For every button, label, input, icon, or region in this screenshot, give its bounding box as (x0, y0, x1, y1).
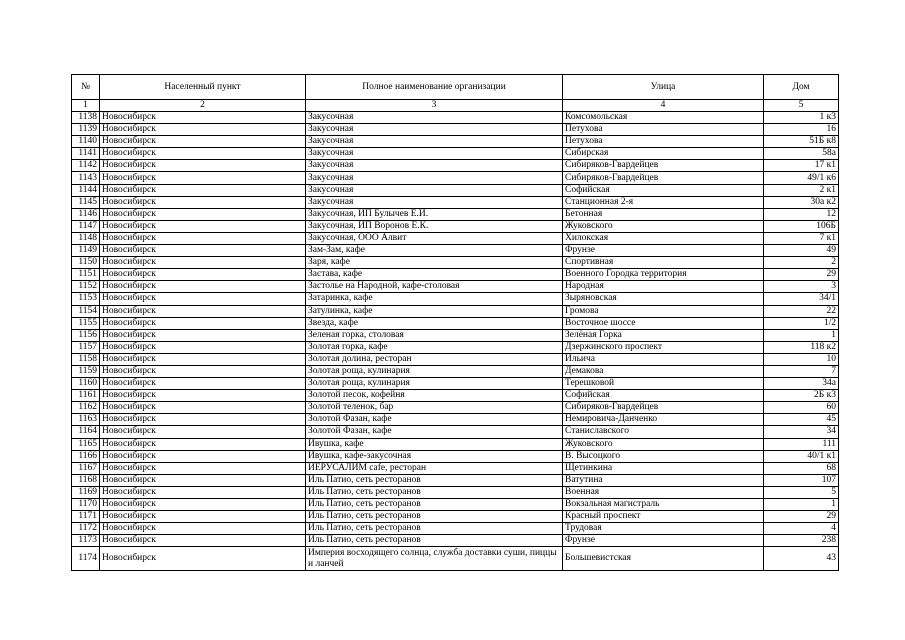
street-cell: Зелёная Горка (563, 329, 764, 341)
city-cell: Новосибирск (100, 245, 306, 257)
house-cell: 29 (764, 269, 839, 281)
street-cell: Вокзальная магистраль (563, 499, 764, 511)
organization-cell: Иль Патио, сеть ресторанов (306, 511, 563, 523)
organization-cell: Закусочная (306, 136, 563, 148)
street-cell: Сибиряков-Гвардейцев (563, 402, 764, 414)
row-number: 1169 (72, 486, 100, 498)
organization-cell: Закусочная (306, 172, 563, 184)
row-number: 1144 (72, 184, 100, 196)
street-cell: Жуковского (563, 220, 764, 232)
row-number: 1148 (72, 232, 100, 244)
organization-cell: Закусочная, ИП Булычев Е.И. (306, 208, 563, 220)
table-row (72, 402, 839, 414)
column-index: 4 (563, 100, 764, 112)
table-header-row (72, 75, 839, 100)
row-number: 1140 (72, 136, 100, 148)
row-number: 1160 (72, 378, 100, 390)
table-row (72, 365, 839, 377)
city-cell: Новосибирск (100, 148, 306, 160)
header-street: Улица (563, 75, 764, 100)
house-cell: 16 (764, 124, 839, 136)
city-cell: Новосибирск (100, 136, 306, 148)
table-row (72, 474, 839, 486)
organization-cell: Закусочная, ООО Алвит (306, 232, 563, 244)
city-cell: Новосибирск (100, 172, 306, 184)
house-cell: 22 (764, 305, 839, 317)
street-cell: Сибиряков-Гвардейцев (563, 172, 764, 184)
table-row (72, 208, 839, 220)
row-number: 1158 (72, 353, 100, 365)
city-cell: Новосибирск (100, 353, 306, 365)
city-cell: Новосибирск (100, 184, 306, 196)
city-cell: Новосибирск (100, 547, 306, 571)
house-cell: 118 к2 (764, 341, 839, 353)
street-cell: Петухова (563, 136, 764, 148)
organization-cell: Закусочная (306, 196, 563, 208)
organization-cell: Зам-Зам, кафе (306, 245, 563, 257)
organization-cell: Закусочная (306, 148, 563, 160)
table-row (72, 414, 839, 426)
organization-cell: Закусочная (306, 184, 563, 196)
organization-cell: Золотая долина, ресторан (306, 353, 563, 365)
house-cell: 1 (764, 499, 839, 511)
row-number: 1171 (72, 511, 100, 523)
city-cell: Новосибирск (100, 486, 306, 498)
row-number: 1139 (72, 124, 100, 136)
house-cell: 49 (764, 245, 839, 257)
street-cell: Станиславского (563, 426, 764, 438)
street-cell: Восточное шоссе (563, 317, 764, 329)
house-cell: 1 (764, 329, 839, 341)
organization-cell: Зеленая горка, столовая (306, 329, 563, 341)
city-cell: Новосибирск (100, 317, 306, 329)
city-cell: Новосибирск (100, 124, 306, 136)
street-cell: Софийская (563, 390, 764, 402)
house-cell: 34а (764, 378, 839, 390)
column-index: 2 (100, 100, 306, 112)
city-cell: Новосибирск (100, 426, 306, 438)
city-cell: Новосибирск (100, 232, 306, 244)
row-number: 1166 (72, 450, 100, 462)
table-row (72, 196, 839, 208)
city-cell: Новосибирск (100, 414, 306, 426)
organization-cell: Золотой песок, кофейня (306, 390, 563, 402)
house-cell: 3 (764, 281, 839, 293)
house-cell: 5 (764, 486, 839, 498)
table-row (72, 438, 839, 450)
city-cell: Новосибирск (100, 269, 306, 281)
street-cell: Громова (563, 305, 764, 317)
row-number: 1168 (72, 474, 100, 486)
row-number: 1170 (72, 499, 100, 511)
street-cell: Комсомольская (563, 112, 764, 124)
row-number: 1142 (72, 160, 100, 172)
row-number: 1151 (72, 269, 100, 281)
city-cell: Новосибирск (100, 220, 306, 232)
organization-cell: Застава, кафе (306, 269, 563, 281)
street-cell: В. Высоцкого (563, 450, 764, 462)
house-cell: 106Б (764, 220, 839, 232)
organization-cell: ИЕРУСАЛИМ cafe, ресторан (306, 462, 563, 474)
organization-cell: Закусочная (306, 124, 563, 136)
house-cell: 238 (764, 535, 839, 547)
row-number: 1155 (72, 317, 100, 329)
row-number: 1162 (72, 402, 100, 414)
street-cell: Ильича (563, 353, 764, 365)
table-row (72, 317, 839, 329)
house-cell: 7 (764, 365, 839, 377)
table-row (72, 232, 839, 244)
table-row (72, 124, 839, 136)
header-house: Дом (764, 75, 839, 100)
row-number: 1156 (72, 329, 100, 341)
city-cell: Новосибирск (100, 390, 306, 402)
table-row (72, 269, 839, 281)
street-cell: Фрунзе (563, 535, 764, 547)
table-row (72, 172, 839, 184)
street-cell: Трудовая (563, 523, 764, 535)
row-number: 1143 (72, 172, 100, 184)
row-number: 1152 (72, 281, 100, 293)
table-row (72, 450, 839, 462)
header-city: Населенный пункт (100, 75, 306, 100)
city-cell: Новосибирск (100, 450, 306, 462)
table-row (72, 535, 839, 547)
row-number: 1157 (72, 341, 100, 353)
table-row (72, 378, 839, 390)
organization-cell: Иль Патио, сеть ресторанов (306, 523, 563, 535)
organization-cell: Ивушка, кафе-закусочная (306, 450, 563, 462)
house-cell: 1/2 (764, 317, 839, 329)
street-cell: Бетонная (563, 208, 764, 220)
row-number: 1141 (72, 148, 100, 160)
row-number: 1154 (72, 305, 100, 317)
street-cell: Военного Городка территория (563, 269, 764, 281)
row-number: 1153 (72, 293, 100, 305)
organization-cell: Затаринка, кафе (306, 293, 563, 305)
organization-cell: Золотой Фазан, кафе (306, 426, 563, 438)
street-cell: Станционная 2-я (563, 196, 764, 208)
city-cell: Новосибирск (100, 499, 306, 511)
street-cell: Щетинкина (563, 462, 764, 474)
street-cell: Народная (563, 281, 764, 293)
organization-cell: Звезда, кафе (306, 317, 563, 329)
house-cell: 107 (764, 474, 839, 486)
organization-cell: Иль Патио, сеть ресторанов (306, 499, 563, 511)
row-number: 1172 (72, 523, 100, 535)
row-number: 1167 (72, 462, 100, 474)
table-row (72, 184, 839, 196)
street-cell: Зыряновская (563, 293, 764, 305)
organization-cell: Затулинка, кафе (306, 305, 563, 317)
column-index: 5 (764, 100, 839, 112)
organizations-table (71, 74, 839, 571)
street-cell: Сибиряков-Гвардейцев (563, 160, 764, 172)
house-cell: 68 (764, 462, 839, 474)
column-index: 1 (72, 100, 100, 112)
house-cell: 60 (764, 402, 839, 414)
house-cell: 1 к3 (764, 112, 839, 124)
city-cell: Новосибирск (100, 196, 306, 208)
house-cell: 34/1 (764, 293, 839, 305)
table-row (72, 220, 839, 232)
city-cell: Новосибирск (100, 462, 306, 474)
column-index-row (72, 100, 839, 112)
house-cell: 30а к2 (764, 196, 839, 208)
header-number: № (72, 75, 100, 100)
house-cell: 34 (764, 426, 839, 438)
house-cell: 17 к1 (764, 160, 839, 172)
table-row (72, 245, 839, 257)
table-row (72, 160, 839, 172)
organization-cell: Застолье на Народной, кафе-столовая (306, 281, 563, 293)
table-row (72, 257, 839, 269)
table-row (72, 523, 839, 535)
city-cell: Новосибирск (100, 365, 306, 377)
table-row (72, 499, 839, 511)
house-cell: 51Б к8 (764, 136, 839, 148)
organization-cell: Золотой Фазан, кафе (306, 414, 563, 426)
organization-cell: Закусочная, ИП Воронов Е.К. (306, 220, 563, 232)
table-row (72, 341, 839, 353)
house-cell: 4 (764, 523, 839, 535)
row-number: 1149 (72, 245, 100, 257)
house-cell: 7 к1 (764, 232, 839, 244)
row-number: 1161 (72, 390, 100, 402)
table-row (72, 148, 839, 160)
row-number: 1163 (72, 414, 100, 426)
table-row (72, 281, 839, 293)
street-cell: Терешковой (563, 378, 764, 390)
table-body (72, 112, 839, 571)
table-row (72, 329, 839, 341)
street-cell: Военная (563, 486, 764, 498)
street-cell: Жуковского (563, 438, 764, 450)
row-number: 1165 (72, 438, 100, 450)
table-row (72, 511, 839, 523)
house-cell: 43 (764, 547, 839, 571)
city-cell: Новосибирск (100, 112, 306, 124)
table-row (72, 112, 839, 124)
street-cell: Софийская (563, 184, 764, 196)
table-row (72, 353, 839, 365)
city-cell: Новосибирск (100, 535, 306, 547)
street-cell: Спортивная (563, 257, 764, 269)
row-number: 1150 (72, 257, 100, 269)
city-cell: Новосибирск (100, 402, 306, 414)
organization-cell: Иль Патио, сеть ресторанов (306, 535, 563, 547)
table-row (72, 305, 839, 317)
street-cell: Красный проспект (563, 511, 764, 523)
house-cell: 2 к1 (764, 184, 839, 196)
house-cell: 29 (764, 511, 839, 523)
organization-cell: Иль Патио, сеть ресторанов (306, 474, 563, 486)
street-cell: Дзержинского проспект (563, 341, 764, 353)
table-row (72, 462, 839, 474)
street-cell: Большевистская (563, 547, 764, 571)
street-cell: Ватутина (563, 474, 764, 486)
city-cell: Новосибирск (100, 378, 306, 390)
organization-cell: Империя восходящего солнца, служба доставки суши, пиццы и ланчей (306, 547, 563, 571)
house-cell: 40/1 к1 (764, 450, 839, 462)
city-cell: Новосибирск (100, 329, 306, 341)
organization-cell: Золотая роща, кулинария (306, 378, 563, 390)
table-row (72, 136, 839, 148)
table-row (72, 426, 839, 438)
organization-cell: Заря, кафе (306, 257, 563, 269)
city-cell: Новосибирск (100, 160, 306, 172)
house-cell: 12 (764, 208, 839, 220)
organization-cell: Ивушка, кафе (306, 438, 563, 450)
house-cell: 49/1 к6 (764, 172, 839, 184)
street-cell: Сибирская (563, 148, 764, 160)
table-row (72, 547, 839, 571)
city-cell: Новосибирск (100, 281, 306, 293)
organization-cell: Золотой теленок, бар (306, 402, 563, 414)
row-number: 1147 (72, 220, 100, 232)
city-cell: Новосибирск (100, 305, 306, 317)
city-cell: Новосибирск (100, 523, 306, 535)
row-number: 1146 (72, 208, 100, 220)
city-cell: Новосибирск (100, 341, 306, 353)
house-cell: 58а (764, 148, 839, 160)
city-cell: Новосибирск (100, 293, 306, 305)
table-row (72, 390, 839, 402)
table-row (72, 293, 839, 305)
row-number: 1159 (72, 365, 100, 377)
organization-cell: Закусочная (306, 160, 563, 172)
row-number: 1173 (72, 535, 100, 547)
row-number: 1164 (72, 426, 100, 438)
organization-cell: Иль Патио, сеть ресторанов (306, 486, 563, 498)
street-cell: Фрунзе (563, 245, 764, 257)
street-cell: Демакова (563, 365, 764, 377)
organization-cell: Золотая горка, кафе (306, 341, 563, 353)
house-cell: 2 (764, 257, 839, 269)
column-index: 3 (306, 100, 563, 112)
organization-cell: Золотая роща, кулинария (306, 365, 563, 377)
city-cell: Новосибирск (100, 208, 306, 220)
city-cell: Новосибирск (100, 511, 306, 523)
house-cell: 2Б к3 (764, 390, 839, 402)
street-cell: Петухова (563, 124, 764, 136)
row-number: 1138 (72, 112, 100, 124)
house-cell: 45 (764, 414, 839, 426)
organization-cell: Закусочная (306, 112, 563, 124)
row-number: 1174 (72, 547, 100, 571)
city-cell: Новосибирск (100, 474, 306, 486)
header-organization: Полное наименование организации (306, 75, 563, 100)
city-cell: Новосибирск (100, 257, 306, 269)
table-row (72, 486, 839, 498)
city-cell: Новосибирск (100, 438, 306, 450)
street-cell: Немировича-Данченко (563, 414, 764, 426)
house-cell: 111 (764, 438, 839, 450)
row-number: 1145 (72, 196, 100, 208)
street-cell: Хилокская (563, 232, 764, 244)
house-cell: 10 (764, 353, 839, 365)
